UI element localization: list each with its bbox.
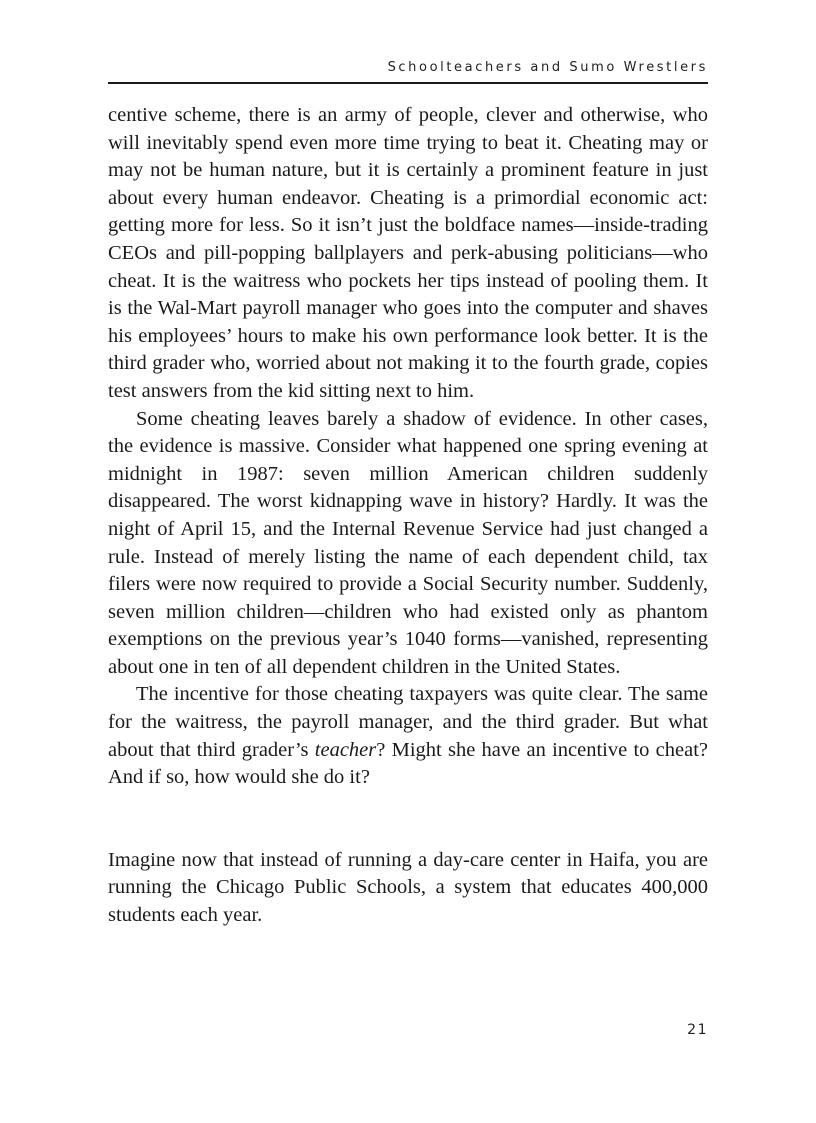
paragraph-1: centive scheme, there is an army of people, clever and otherwise, who will inevitably spend even more time trying to beat it. Cheating may or may not be human nature, but it is certainly a prominent feature in just about every human endeavor. Cheating is a primordial economic act: getting more for less. So it isn’t just the boldface names—inside-trading CEOs and pill-popping ballplayers and perk-abusing politicians—who cheat. It is the waitress who pockets her tips instead of pooling them. It is the Wal-Mart payroll manager who goes into the computer and shaves his employees’ hours to make his own performance look better. It is the third grader who, worried about not making it to the fourth grade, copies test answers from the kid sitting next to him. (108, 104, 708, 402)
page-number: 21 (687, 1022, 708, 1038)
header-rule (108, 82, 708, 84)
paragraph-3-text-start: The incentive for those cheating taxpayers was quite clear. The same for the waitress, the payroll manager, and the third grader. But what about that third grader’s (108, 683, 708, 761)
running-head: Schoolteachers and Sumo Wrestlers (387, 60, 708, 75)
paragraph-2: Some cheating leaves barely a shadow of evidence. In other cases, the evidence is massive. Consider what happened one spring evening at midnight in 1987: seven million American children suddenly disappeared. The worst kidnapping wave in history? Hardly. It was the night of April 15, and the Internal Revenue Service had just changed a rule. Instead of merely listing the name of each dependent child, tax filers were now required to provide a Social Security number. Suddenly, seven million children—children who had existed only as phantom exemptions on the previous year’s 1040 forms—vanished, representing about one in ten of all dependent children in the United States. (108, 407, 708, 678)
paragraph-3 (108, 681, 708, 791)
emphasis-teacher: teacher (314, 738, 377, 761)
paragraph-4: Imagine now that instead of running a day-care center in Haifa, you are running the Chicago Public Schools, a system that educates 400,000 students each year. (108, 848, 708, 927)
body-text (108, 102, 708, 930)
paragraph-3-text-end: ? Might she have an incentive to cheat? And if so, how would she do it? (108, 738, 708, 789)
